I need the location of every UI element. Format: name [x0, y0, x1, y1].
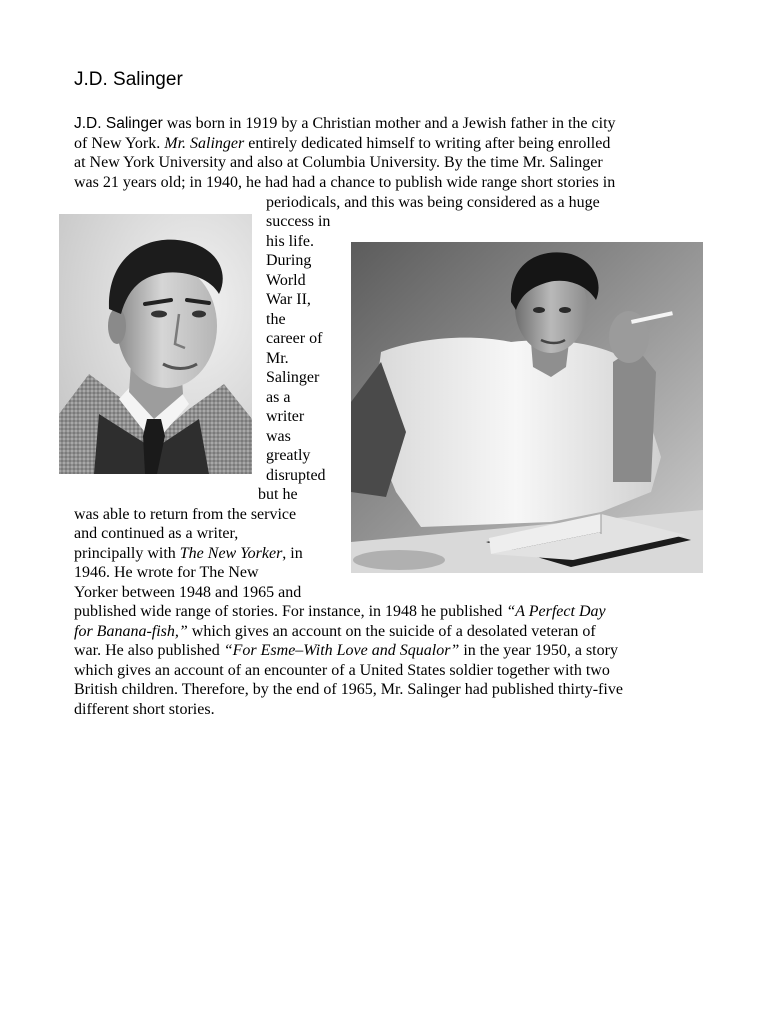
text-line [266, 368, 319, 387]
portrait-photo [59, 214, 252, 474]
text-segment: writer [266, 408, 305, 425]
seated-photo [351, 242, 703, 573]
text-line [266, 271, 306, 290]
text-line [74, 680, 623, 699]
text-line [74, 505, 296, 524]
text-line [74, 563, 259, 582]
text-segment: was able to return from the service [74, 506, 297, 523]
text-segment: was [266, 428, 291, 445]
text-segment: entirely dedicated himself to writing after being enrolled [244, 135, 611, 152]
text-segment: and continued as a writer, [74, 525, 239, 542]
italic-text: “For Esme–With Love and Squalor” [223, 642, 460, 659]
text-line [74, 153, 603, 172]
text-segment: his life. [266, 233, 314, 250]
text-line [266, 427, 291, 446]
text-line [266, 251, 311, 270]
text-line [266, 388, 290, 407]
text-segment: at New York University and also at Columbia University. By the time Mr. Salinger [74, 154, 603, 171]
text-line [266, 329, 322, 348]
text-line [74, 583, 301, 602]
text-line [266, 212, 330, 231]
text-line [74, 114, 616, 133]
text-line [74, 173, 615, 192]
name-text: J.D. Salinger [74, 115, 163, 132]
text-segment: 1946. He wrote for The New [74, 564, 259, 581]
text-line [266, 446, 310, 465]
text-line [74, 641, 618, 660]
text-line [266, 466, 326, 485]
text-segment: published wide range of stories. For instance, in 1948 he published [74, 603, 507, 620]
italic-text: Mr. Salinger [164, 135, 245, 152]
text-segment: career of [266, 330, 323, 347]
text-segment: , in [282, 545, 303, 562]
text-segment: Yorker between 1948 and 1965 and [74, 584, 302, 601]
text-segment: World [266, 272, 306, 289]
text-line [258, 485, 298, 504]
text-segment: War II, [266, 291, 311, 308]
text-segment: British children. Therefore, by the end of 1965, Mr. Salinger had published thirty-five [74, 681, 623, 698]
text-line [74, 134, 610, 153]
text-segment: as a [266, 389, 291, 406]
text-segment: of New York. [74, 135, 165, 152]
text-segment: Mr. [266, 350, 289, 367]
text-line [74, 524, 238, 543]
text-line [266, 290, 311, 309]
text-segment: periodicals, and this was being considered as a huge [266, 194, 600, 211]
text-segment: but he [258, 486, 298, 503]
page-title: J.D. Salinger [74, 69, 183, 90]
text-line [266, 193, 600, 212]
text-line [74, 622, 596, 641]
italic-text: The New Yorker [179, 545, 283, 562]
text-segment: war. He also published [74, 642, 224, 659]
text-line [74, 661, 610, 680]
text-line [74, 602, 606, 621]
text-line [74, 544, 303, 563]
text-segment: principally with [74, 545, 180, 562]
text-line [266, 349, 289, 368]
text-segment: in the year 1950, a story [459, 642, 618, 659]
text-segment: greatly [266, 447, 311, 464]
italic-text: “A Perfect Day [506, 603, 606, 620]
text-segment: was 21 years old; in 1940, he had had a chance to publish wide range short stories in [74, 174, 616, 191]
text-line [266, 310, 286, 329]
text-segment: success in [266, 213, 331, 230]
italic-text: for Banana-fish,” [74, 623, 188, 640]
text-segment: which gives an account of an encounter of a United States soldier together with two [74, 662, 610, 679]
text-segment: the [266, 311, 286, 328]
text-line [266, 407, 304, 426]
text-segment: was born in 1919 by a Christian mother and a Jewish father in the city [162, 115, 616, 132]
text-line [266, 232, 314, 251]
text-segment: disrupted [266, 467, 326, 484]
text-segment: Salinger [266, 369, 320, 386]
text-line [74, 700, 215, 719]
text-segment: different short stories. [74, 701, 215, 718]
text-segment: which gives an account on the suicide of a desolated veteran of [187, 623, 596, 640]
text-segment: During [266, 252, 312, 269]
